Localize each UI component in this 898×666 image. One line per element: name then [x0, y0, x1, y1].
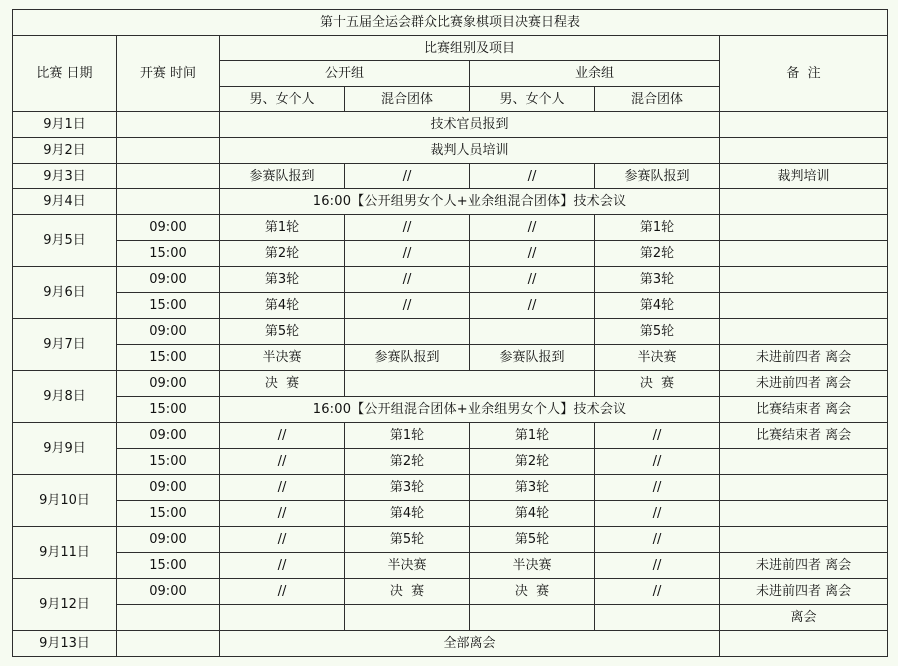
date-cell: 9月1日 — [13, 112, 117, 138]
open-individual-cell: 第1轮 — [220, 215, 345, 241]
open-individual-cell: 决 赛 — [220, 371, 345, 397]
table-row — [13, 449, 888, 475]
date-cell: 9月5日 — [13, 215, 117, 267]
event-cell: 裁判人员培训 — [220, 138, 720, 164]
header-open-group: 公开组 — [220, 61, 470, 87]
amateur-individual-cell: // — [470, 293, 595, 319]
date-cell: 9月3日 — [13, 164, 117, 189]
note-cell: 比赛结束者 离会 — [720, 397, 888, 423]
amateur-individual-cell: 第4轮 — [470, 501, 595, 527]
table-title: 第十五届全运会群众比赛象棋项目决赛日程表 — [13, 10, 888, 36]
time-cell — [117, 138, 220, 164]
open-mixed-team-cell — [345, 319, 470, 345]
time-cell: 09:00 — [117, 371, 220, 397]
note-cell: 裁判培训 — [720, 164, 888, 189]
note-cell — [720, 112, 888, 138]
time-cell: 09:00 — [117, 527, 220, 553]
table-row — [13, 293, 888, 319]
time-cell — [117, 605, 220, 631]
amateur-mixed-team-cell: 参赛队报到 — [595, 164, 720, 189]
open-mixed-team-cell: 决 赛 — [345, 579, 470, 605]
open-individual-cell: // — [220, 449, 345, 475]
header-time: 开赛 时间 — [117, 36, 220, 112]
time-cell: 15:00 — [117, 241, 220, 267]
table-row — [13, 319, 888, 345]
note-cell — [720, 293, 888, 319]
amateur-mixed-team-cell — [595, 605, 720, 631]
note-cell — [720, 449, 888, 475]
open-individual-cell: 第2轮 — [220, 241, 345, 267]
schedule-table — [12, 9, 888, 657]
open-mixed-team-cell: 第2轮 — [345, 449, 470, 475]
event-cell: 16:00【公开组混合团体+业余组男女个人】技术会议 — [220, 397, 720, 423]
amateur-individual-cell: 第2轮 — [470, 449, 595, 475]
open-mixed-team-cell: 第5轮 — [345, 527, 470, 553]
table-row — [13, 631, 888, 657]
amateur-mixed-team-cell: // — [595, 449, 720, 475]
amateur-mixed-team-cell: 决 赛 — [595, 371, 720, 397]
open-mixed-team-cell: 参赛队报到 — [345, 345, 470, 371]
table-row — [13, 189, 888, 215]
table-row — [13, 345, 888, 371]
note-cell — [720, 501, 888, 527]
amateur-mixed-team-cell: // — [595, 527, 720, 553]
note-cell: 未进前四者 离会 — [720, 371, 888, 397]
amateur-individual-cell — [470, 605, 595, 631]
open-mixed-team-cell: // — [345, 293, 470, 319]
amateur-individual-cell: 第5轮 — [470, 527, 595, 553]
header-open-mixed-team: 混合团体 — [345, 87, 470, 112]
time-cell: 09:00 — [117, 579, 220, 605]
table-row — [13, 215, 888, 241]
amateur-individual-cell: 第1轮 — [470, 423, 595, 449]
time-cell: 15:00 — [117, 345, 220, 371]
header-open-individual: 男、女个人 — [220, 87, 345, 112]
date-cell: 9月12日 — [13, 579, 117, 631]
header-amateur-group: 业余组 — [470, 61, 720, 87]
note-cell: 离会 — [720, 605, 888, 631]
date-cell: 9月2日 — [13, 138, 117, 164]
note-cell: 未进前四者 离会 — [720, 579, 888, 605]
table-row — [13, 475, 888, 501]
amateur-mixed-team-cell: // — [595, 501, 720, 527]
amateur-individual-cell: // — [470, 215, 595, 241]
time-cell: 09:00 — [117, 267, 220, 293]
open-individual-cell: 半决赛 — [220, 345, 345, 371]
table-row — [13, 164, 888, 189]
note-cell — [720, 138, 888, 164]
event-cell: 技术官员报到 — [220, 112, 720, 138]
date-cell: 9月4日 — [13, 189, 117, 215]
amateur-mixed-team-cell: // — [595, 475, 720, 501]
note-cell: 比赛结束者 离会 — [720, 423, 888, 449]
header-remarks: 备 注 — [720, 36, 888, 112]
open-individual-cell — [220, 605, 345, 631]
open-individual-cell: // — [220, 501, 345, 527]
amateur-mixed-team-cell: 第2轮 — [595, 241, 720, 267]
table-row — [13, 397, 888, 423]
amateur-mixed-team-cell: // — [595, 423, 720, 449]
table-row — [13, 241, 888, 267]
open-individual-cell: 参赛队报到 — [220, 164, 345, 189]
event-cell: 全部离会 — [220, 631, 720, 657]
open-mixed-team-cell: 第1轮 — [345, 423, 470, 449]
note-cell — [720, 319, 888, 345]
note-cell — [720, 527, 888, 553]
note-cell: 未进前四者 离会 — [720, 553, 888, 579]
note-cell — [720, 267, 888, 293]
time-cell — [117, 189, 220, 215]
time-cell — [117, 164, 220, 189]
open-individual-cell: 第4轮 — [220, 293, 345, 319]
note-cell — [720, 215, 888, 241]
amateur-individual-cell: 参赛队报到 — [470, 345, 595, 371]
table-row — [13, 371, 888, 397]
amateur-individual-cell: 决 赛 — [470, 579, 595, 605]
note-cell — [720, 189, 888, 215]
open-individual-cell: // — [220, 423, 345, 449]
open-mixed-team-cell: // — [345, 164, 470, 189]
note-cell — [720, 475, 888, 501]
open-mixed-team-cell — [345, 605, 470, 631]
date-cell: 9月8日 — [13, 371, 117, 423]
table-row — [13, 579, 888, 605]
header-date: 比赛 日期 — [13, 36, 117, 112]
time-cell — [117, 112, 220, 138]
amateur-individual-cell: // — [470, 164, 595, 189]
amateur-individual-cell: 第3轮 — [470, 475, 595, 501]
amateur-mixed-team-cell: // — [595, 579, 720, 605]
table-row — [13, 267, 888, 293]
header-amateur-individual: 男、女个人 — [470, 87, 595, 112]
amateur-mixed-team-cell: 第5轮 — [595, 319, 720, 345]
time-cell: 15:00 — [117, 501, 220, 527]
date-cell: 9月9日 — [13, 423, 117, 475]
date-cell: 9月7日 — [13, 319, 117, 371]
open-mixed-team-cell: // — [345, 215, 470, 241]
amateur-mixed-team-cell: 第1轮 — [595, 215, 720, 241]
date-cell: 9月6日 — [13, 267, 117, 319]
open-individual-cell: // — [220, 475, 345, 501]
table-row — [13, 605, 888, 631]
open-mixed-team-cell: // — [345, 241, 470, 267]
open-mixed-team-cell: 第3轮 — [345, 475, 470, 501]
open-individual-cell: 第3轮 — [220, 267, 345, 293]
time-cell: 15:00 — [117, 553, 220, 579]
time-cell — [117, 631, 220, 657]
amateur-individual-cell: // — [470, 241, 595, 267]
open-mixed-team-cell: // — [345, 267, 470, 293]
amateur-mixed-team-cell: 第3轮 — [595, 267, 720, 293]
table-row — [13, 501, 888, 527]
time-cell: 15:00 — [117, 397, 220, 423]
time-cell: 09:00 — [117, 215, 220, 241]
amateur-individual-cell: // — [470, 267, 595, 293]
note-cell: 未进前四者 离会 — [720, 345, 888, 371]
date-cell: 9月10日 — [13, 475, 117, 527]
amateur-individual-cell — [470, 319, 595, 345]
time-cell: 15:00 — [117, 449, 220, 475]
note-cell — [720, 631, 888, 657]
blank-merged-cell — [345, 371, 595, 397]
open-individual-cell: // — [220, 553, 345, 579]
open-individual-cell: // — [220, 579, 345, 605]
header-groups: 比赛组别及项目 — [220, 36, 720, 61]
table-row — [13, 527, 888, 553]
open-mixed-team-cell: 半决赛 — [345, 553, 470, 579]
date-cell: 9月11日 — [13, 527, 117, 579]
title-row — [13, 10, 888, 36]
event-cell: 16:00【公开组男女个人+业余组混合团体】技术会议 — [220, 189, 720, 215]
date-cell: 9月13日 — [13, 631, 117, 657]
amateur-mixed-team-cell: 半决赛 — [595, 345, 720, 371]
table-row — [13, 112, 888, 138]
note-cell — [720, 241, 888, 267]
table-row — [13, 138, 888, 164]
amateur-mixed-team-cell: // — [595, 553, 720, 579]
table-row — [13, 553, 888, 579]
open-individual-cell: 第5轮 — [220, 319, 345, 345]
time-cell: 09:00 — [117, 475, 220, 501]
table-row — [13, 423, 888, 449]
time-cell: 15:00 — [117, 293, 220, 319]
amateur-mixed-team-cell: 第4轮 — [595, 293, 720, 319]
header-row-1 — [13, 36, 888, 61]
header-amateur-mixed-team: 混合团体 — [595, 87, 720, 112]
open-mixed-team-cell: 第4轮 — [345, 501, 470, 527]
open-individual-cell: // — [220, 527, 345, 553]
time-cell: 09:00 — [117, 423, 220, 449]
time-cell: 09:00 — [117, 319, 220, 345]
amateur-individual-cell: 半决赛 — [470, 553, 595, 579]
